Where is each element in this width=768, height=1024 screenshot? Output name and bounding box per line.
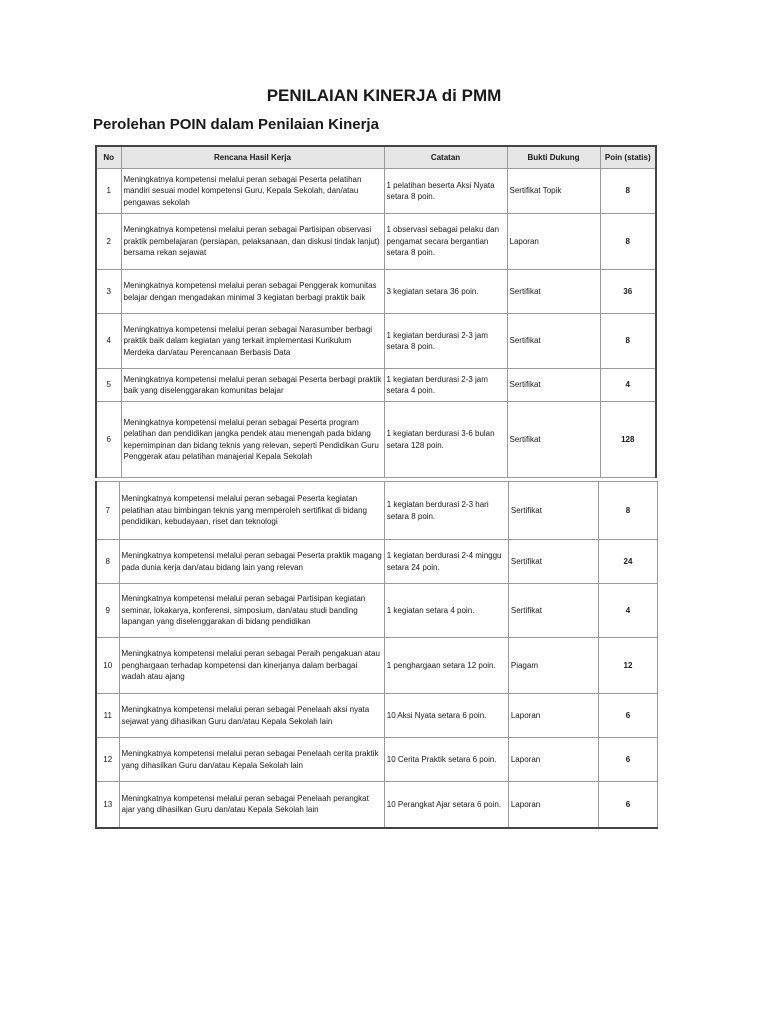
row-bukti: Sertifikat: [508, 584, 598, 638]
table-row: [96, 540, 658, 584]
row-rencana: Meningkatnya kompetensi melalui peran sebagai Peraih pengakuan atau penghargaan terhadap kompetensi dan kinerjanya dalam berbagai wadah atau ajang: [119, 638, 384, 694]
row-poin: 8: [600, 214, 656, 270]
row-poin: 6: [598, 738, 657, 782]
row-rencana: Meningkatnya kompetensi melalui peran sebagai Narasumber berbagi praktik baik dalam kegiatan yang terkait implementasi Kurikulum Merdeka dan/atau Perencanaan Berbasis Data: [121, 314, 384, 369]
row-rencana: Meningkatnya kompetensi melalui peran sebagai Peserta program pelatihan dan pendidikan jangka pendek atau menengah pada bidang kepemimpinan dan bidang teknis yang relevan, seperti Pendidikan Guru Penggerak atau pelatihan manajerial Kepala Sekolah: [121, 402, 384, 478]
header-poin: Poin (statis): [600, 146, 656, 169]
row-poin: 8: [600, 314, 656, 369]
row-rencana: Meningkatnya kompetensi melalui peran sebagai Partisipan kegiatan seminar, lokakarya, konferensi, simposium, dan/atau studi banding lapangan yang diselenggarakan di bidang pendidikan: [119, 584, 384, 638]
row-poin: 8: [600, 169, 656, 214]
row-poin: 8: [598, 482, 657, 540]
row-bukti: Laporan: [508, 738, 598, 782]
row-catatan: 1 kegiatan berdurasi 3-6 bulan setara 128 poin.: [384, 402, 507, 478]
table-row: [96, 738, 658, 782]
table-row: [96, 270, 656, 314]
row-no: 9: [96, 584, 119, 638]
row-catatan: 1 kegiatan berdurasi 2-3 jam setara 4 poin.: [384, 369, 507, 402]
page-title: PENILAIAN KINERJA di PMM: [266, 86, 502, 105]
table-row: [96, 402, 656, 478]
row-poin: 4: [600, 369, 656, 402]
row-catatan: 3 kegiatan setara 36 poin.: [384, 270, 507, 314]
row-rencana: Meningkatnya kompetensi melalui peran sebagai Partisipan observasi praktik pembelajaran (persiapan, pelaksanaan, dan diskusi tindak lanjut) bersama rekan sejawat: [121, 214, 384, 270]
row-poin: 6: [598, 694, 657, 738]
row-bukti: Sertifikat: [507, 369, 600, 402]
section-title: Perolehan POIN dalam Penilaian Kinerja: [93, 116, 379, 133]
row-catatan: 1 penghargaan setara 12 poin.: [384, 638, 508, 694]
table-row: [96, 314, 656, 369]
table-row: [96, 638, 658, 694]
row-rencana: Meningkatnya kompetensi melalui peran sebagai Peserta kegiatan pelatihan atau bimbingan teknis yang memperoleh sertifikat di bidang pendidikan, kebudayaan, riset dan teknologi: [119, 482, 384, 540]
table-row: [96, 782, 658, 828]
row-bukti: Piagam: [508, 638, 598, 694]
row-catatan: 1 kegiatan setara 4 poin.: [384, 584, 508, 638]
row-bukti: Sertifikat Topik: [507, 169, 600, 214]
row-catatan: 1 pelatihan beserta Aksi Nyata setara 8 poin.: [384, 169, 507, 214]
row-catatan: 1 observasi sebagai pelaku dan pengamat secara bergantian setara 8 poin.: [384, 214, 507, 270]
row-poin: 24: [598, 540, 657, 584]
row-bukti: Sertifikat: [507, 314, 600, 369]
points-table-top: [95, 145, 657, 478]
row-catatan: 10 Cerita Praktik setara 6 poin.: [384, 738, 508, 782]
row-poin: 12: [598, 638, 657, 694]
row-poin: 6: [598, 782, 657, 828]
header-bukti: Bukti Dukung: [507, 146, 600, 169]
table-row: [96, 482, 658, 540]
header-rencana: Rencana Hasil Kerja: [121, 146, 384, 169]
row-bukti: Sertifikat: [508, 540, 598, 584]
table-row: [96, 169, 656, 214]
header-no: No: [96, 146, 121, 169]
row-bukti: Sertifikat: [507, 402, 600, 478]
row-catatan: 10 Perangkat Ajar setara 6 poin.: [384, 782, 508, 828]
row-no: 5: [96, 369, 121, 402]
table-header-row: [96, 146, 656, 169]
row-rencana: Meningkatnya kompetensi melalui peran sebagai Penggerak komunitas belajar dengan mengadakan minimal 3 kegiatan berbagi praktik baik: [121, 270, 384, 314]
row-rencana: Meningkatnya kompetensi melalui peran sebagai Penelaah perangkat ajar yang dihasilkan Guru dan/atau Kepala Sekolah lain: [119, 782, 384, 828]
row-catatan: 1 kegiatan berdurasi 2-3 jam setara 8 poin.: [384, 314, 507, 369]
row-no: 2: [96, 214, 121, 270]
row-no: 6: [96, 402, 121, 478]
row-bukti: Laporan: [508, 694, 598, 738]
row-poin: 36: [600, 270, 656, 314]
row-no: 8: [96, 540, 119, 584]
row-catatan: 1 kegiatan berdurasi 2-3 hari setara 8 poin.: [384, 482, 508, 540]
table-row: [96, 369, 656, 402]
table-row: [96, 584, 658, 638]
row-no: 10: [96, 638, 119, 694]
row-poin: 128: [600, 402, 656, 478]
row-rencana: Meningkatnya kompetensi melalui peran sebagai Penelaah aksi nyata sejawat yang dihasilkan Guru dan/atau Kepala Sekolah lain: [119, 694, 384, 738]
row-no: 12: [96, 738, 119, 782]
table-row: [96, 214, 656, 270]
row-catatan: 1 kegiatan berdurasi 2-4 minggu setara 24 poin.: [384, 540, 508, 584]
row-no: 4: [96, 314, 121, 369]
row-bukti: Laporan: [508, 782, 598, 828]
row-no: 11: [96, 694, 119, 738]
row-no: 7: [96, 482, 119, 540]
row-catatan: 10 Aksi Nyata setara 6 poin.: [384, 694, 508, 738]
row-rencana: Meningkatnya kompetensi melalui peran sebagai Peserta pelatihan mandiri sesuai model kompetensi Guru, Kepala Sekolah, dan/atau pengawas sekolah: [121, 169, 384, 214]
table-row: [96, 694, 658, 738]
row-bukti: Sertifikat: [507, 270, 600, 314]
row-bukti: Sertifikat: [508, 482, 598, 540]
row-bukti: Laporan: [507, 214, 600, 270]
row-poin: 4: [598, 584, 657, 638]
row-rencana: Meningkatnya kompetensi melalui peran sebagai Peserta berbagi praktik baik yang diselenggarakan komunitas belajar: [121, 369, 384, 402]
row-rencana: Meningkatnya kompetensi melalui peran sebagai Penelaah cerita praktik yang dihasilkan Guru dan/atau Kepala Sekolah lain: [119, 738, 384, 782]
row-no: 13: [96, 782, 119, 828]
header-catatan: Catatan: [384, 146, 507, 169]
row-no: 3: [96, 270, 121, 314]
row-no: 1: [96, 169, 121, 214]
points-table-bottom: [95, 481, 658, 829]
row-rencana: Meningkatnya kompetensi melalui peran sebagai Peserta praktik magang pada dunia kerja dan/atau bidang lain yang relevan: [119, 540, 384, 584]
